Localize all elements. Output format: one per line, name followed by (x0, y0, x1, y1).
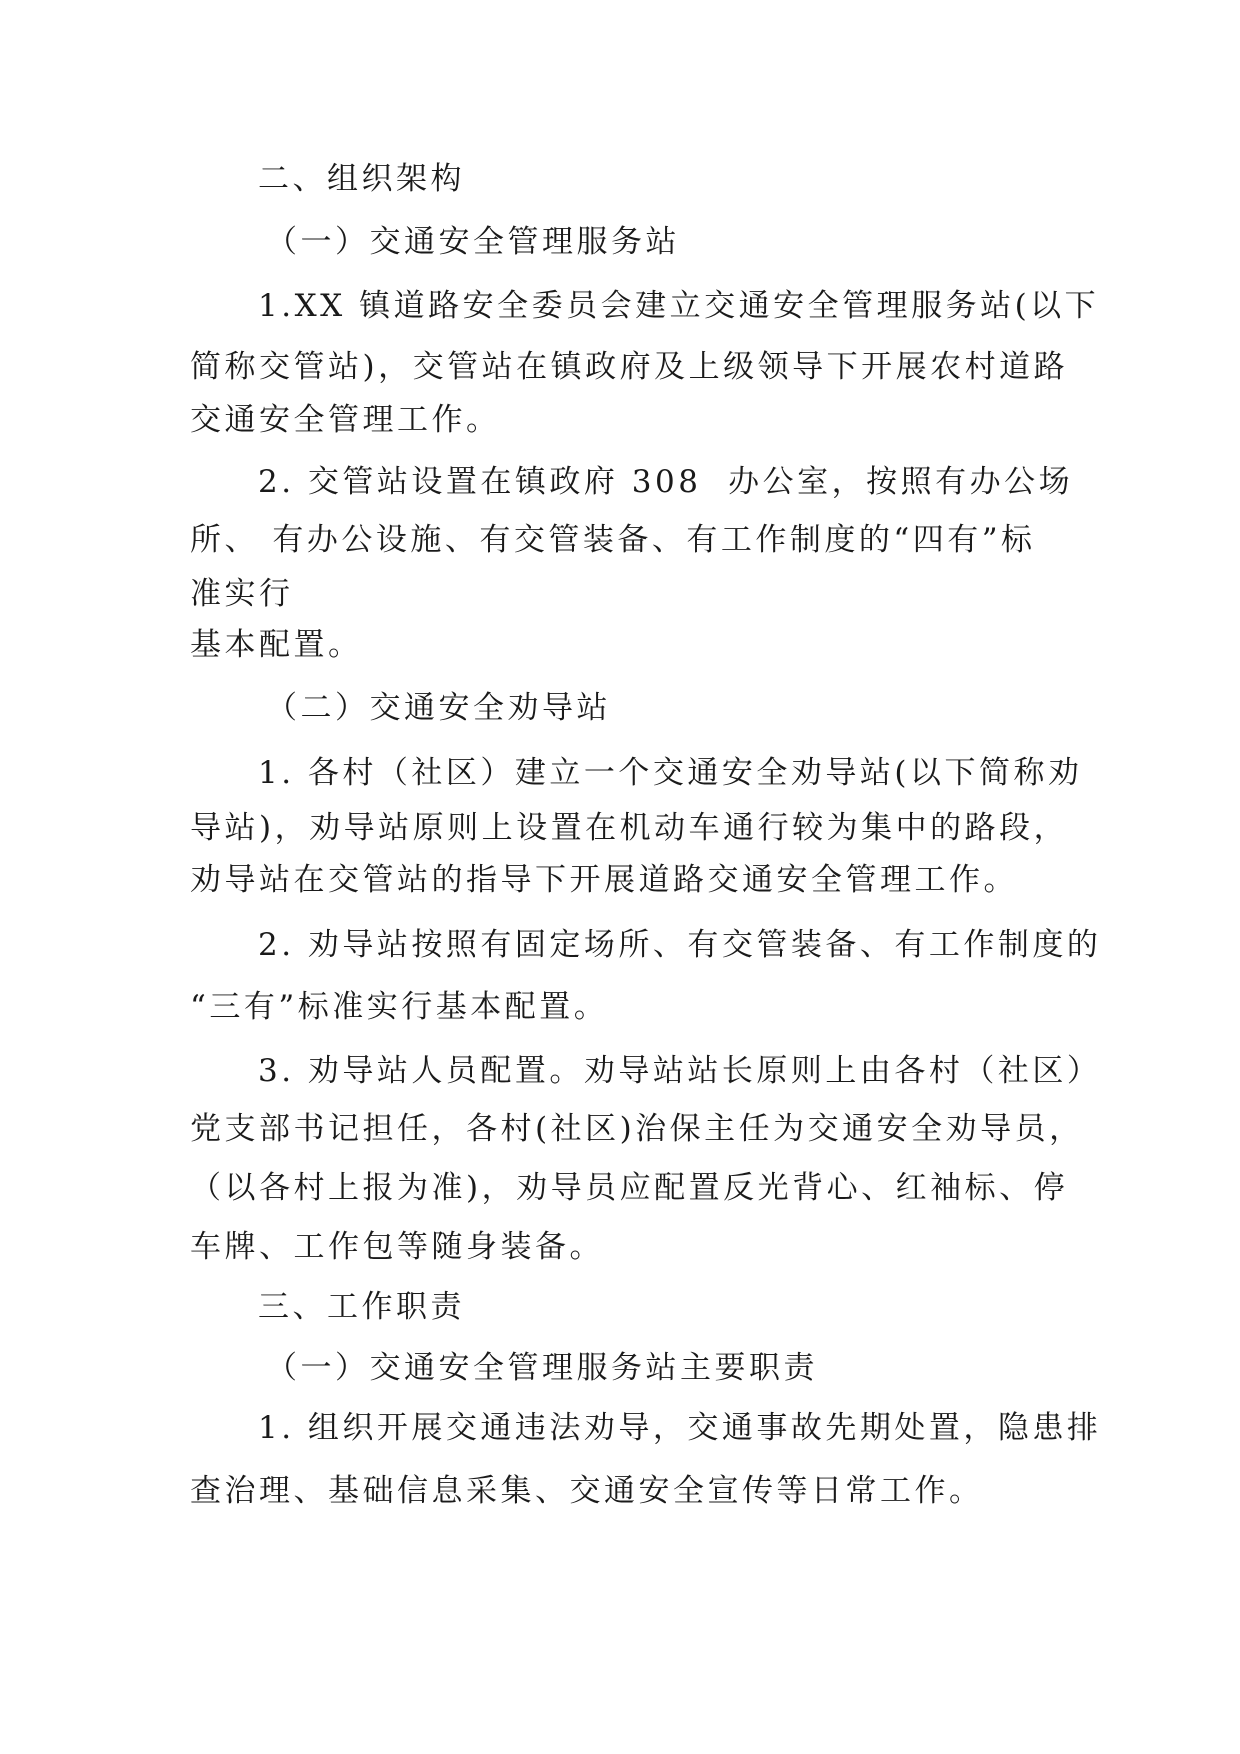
paragraph-line: 车牌、工作包等随身装备。 (190, 1229, 604, 1265)
paragraph-line: 所、 有办公设施、有交管装备、有工作制度的“四有”标 (190, 522, 1036, 558)
paragraph-line: “三有”标准实行基本配置。 (190, 989, 609, 1025)
paragraph-line: 简称交管站)，交管站在镇政府及上级领导下开展农村道路 (190, 349, 1069, 385)
paragraph-line: 1.XX 镇道路安全委员会建立交通安全管理服务站(以下 (258, 288, 1100, 324)
paragraph-line: （以各村上报为准)，劝导员应配置反光背心、红袖标、停 (190, 1170, 1069, 1206)
section-heading-organization: 二、组织架构 (258, 161, 465, 197)
paragraph-line: 交通安全管理工作。 (190, 402, 501, 438)
paragraph-line: 1. 各村（社区）建立一个交通安全劝导站(以下简称劝 (258, 755, 1083, 791)
paragraph-line: 劝导站在交管站的指导下开展道路交通安全管理工作。 (190, 862, 1018, 898)
paragraph-line: 2. 劝导站按照有固定场所、有交管装备、有工作制度的 (258, 927, 1102, 963)
subheading-persuasion-station: （二）交通安全劝导站 (266, 690, 611, 726)
subheading-service-station-duties: （一）交通安全管理服务站主要职责 (266, 1350, 818, 1386)
paragraph-line: 2. 交管站设置在镇政府 308 办公室，按照有办公场 (258, 464, 1074, 500)
paragraph-line: 3. 劝导站人员配置。劝导站站长原则上由各村（社区） (258, 1053, 1102, 1089)
subheading-traffic-service-station: （一）交通安全管理服务站 (266, 224, 680, 260)
paragraph-line: 准实行 (190, 576, 294, 612)
paragraph-line: 导站)，劝导站原则上设置在机动车通行较为集中的路段， (190, 810, 1069, 846)
paragraph-line: 基本配置。 (190, 627, 363, 663)
paragraph-line: 党支部书记担任，各村(社区)治保主任为交通安全劝导员， (190, 1111, 1084, 1147)
paragraph-line: 查治理、基础信息采集、交通安全宣传等日常工作。 (190, 1473, 984, 1509)
section-heading-duties: 三、工作职责 (258, 1289, 465, 1325)
paragraph-line: 1. 组织开展交通违法劝导，交通事故先期处置，隐患排 (258, 1410, 1102, 1446)
